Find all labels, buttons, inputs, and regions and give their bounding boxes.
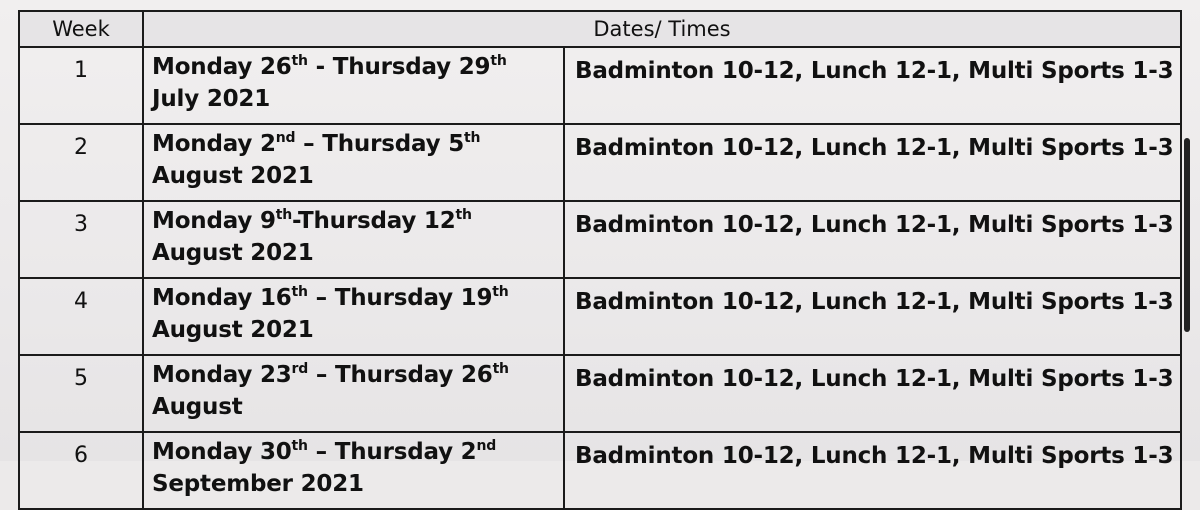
table-row xyxy=(19,432,1181,509)
table-row xyxy=(19,124,1181,201)
date-period: August 2021 xyxy=(152,317,314,343)
header-row xyxy=(19,11,1181,47)
week-number: 6 xyxy=(19,432,143,509)
end-date: Thursday 26 xyxy=(335,362,493,388)
date-period: August xyxy=(152,394,243,420)
end-date: Thursday 29 xyxy=(332,54,491,80)
date-separator: - xyxy=(307,54,333,80)
start-date: Monday 23 xyxy=(152,362,292,388)
end-date: Thursday 19 xyxy=(334,285,493,311)
table-row xyxy=(19,355,1181,432)
date-range xyxy=(143,355,564,432)
table-row xyxy=(19,47,1181,124)
start-date-suffix: rd xyxy=(291,361,309,377)
start-date: Monday 16 xyxy=(152,285,292,311)
session-times: Badminton 10-12, Lunch 12-1, Multi Sports 1-3 xyxy=(564,278,1181,355)
start-date-suffix: th xyxy=(275,207,293,223)
session-times: Badminton 10-12, Lunch 12-1, Multi Sports 1-3 xyxy=(564,355,1181,432)
date-period: September 2021 xyxy=(152,471,364,497)
start-date: Monday 2 xyxy=(152,131,276,157)
session-times: Badminton 10-12, Lunch 12-1, Multi Sports 1-3 xyxy=(564,124,1181,201)
date-period: July 2021 xyxy=(152,86,271,112)
date-range xyxy=(143,124,564,201)
start-date: Monday 30 xyxy=(152,439,292,465)
end-date: Thursday 12 xyxy=(297,208,456,234)
session-times: Badminton 10-12, Lunch 12-1, Multi Sports 1-3 xyxy=(564,47,1181,124)
date-separator: – xyxy=(307,439,335,465)
end-date: Thursday 2 xyxy=(334,439,477,465)
week-number: 4 xyxy=(19,278,143,355)
date-period: August 2021 xyxy=(152,163,314,189)
end-date-suffix: th xyxy=(455,207,472,223)
schedule-table xyxy=(18,10,1182,510)
end-date-suffix: th xyxy=(490,53,507,69)
start-date: Monday 26 xyxy=(152,54,292,80)
start-date: Monday 9 xyxy=(152,208,276,234)
session-times: Badminton 10-12, Lunch 12-1, Multi Sports 1-3 xyxy=(564,432,1181,509)
date-separator: – xyxy=(308,362,335,388)
end-date-suffix: th xyxy=(492,284,509,300)
date-period: August 2021 xyxy=(152,240,314,266)
table-row xyxy=(19,278,1181,355)
week-number: 2 xyxy=(19,124,143,201)
date-range xyxy=(143,278,564,355)
end-date-suffix: nd xyxy=(476,438,497,454)
date-range xyxy=(143,201,564,278)
week-header: Week xyxy=(19,11,143,47)
week-number: 3 xyxy=(19,201,143,278)
start-date-suffix: th xyxy=(291,284,308,300)
end-date: Thursday 5 xyxy=(322,131,465,157)
end-date-suffix: th xyxy=(492,361,509,377)
start-date-suffix: th xyxy=(291,53,308,69)
week-number: 5 xyxy=(19,355,143,432)
date-separator: – xyxy=(295,131,323,157)
page-edge-shadow xyxy=(1184,138,1190,332)
week-number: 1 xyxy=(19,47,143,124)
date-range xyxy=(143,47,564,124)
start-date-suffix: nd xyxy=(275,130,296,146)
dates-times-header: Dates/ Times xyxy=(143,11,1181,47)
session-times: Badminton 10-12, Lunch 12-1, Multi Sports 1-3 xyxy=(564,201,1181,278)
end-date-suffix: th xyxy=(464,130,481,146)
start-date-suffix: th xyxy=(291,438,308,454)
date-range xyxy=(143,432,564,509)
date-separator: – xyxy=(307,285,335,311)
date-separator: - xyxy=(292,208,298,234)
table-row xyxy=(19,201,1181,278)
